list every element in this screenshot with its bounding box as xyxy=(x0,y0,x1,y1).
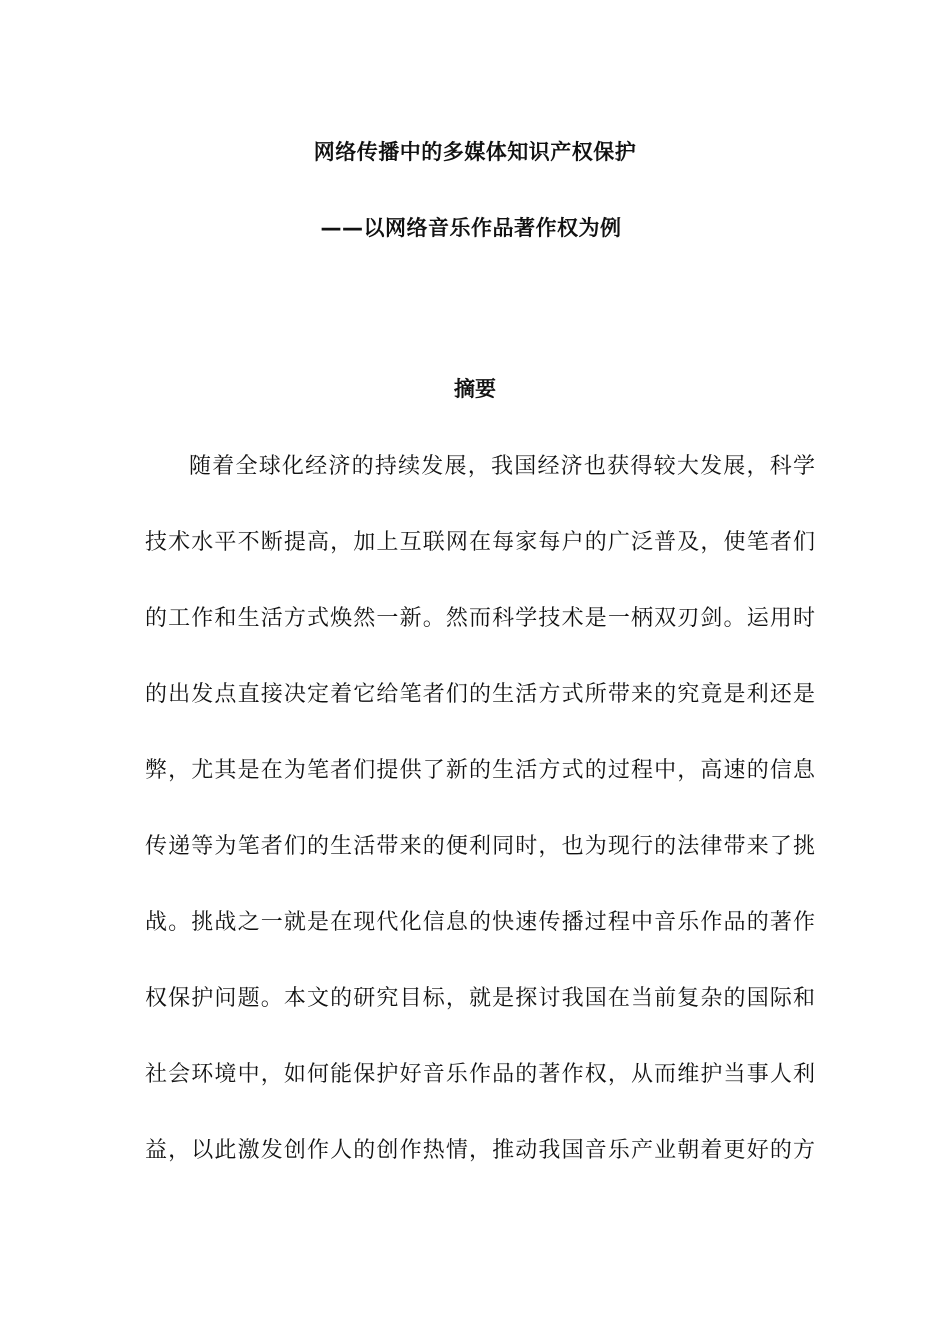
abstract-line: 权保护问题。本文的研究目标，就是探讨我国在当前复杂的国际和 xyxy=(145,986,815,1011)
abstract-line: 技术水平不断提高，加上互联网在每家每户的广泛普及，使笔者们 xyxy=(145,530,815,555)
abstract-body xyxy=(145,450,815,1210)
abstract-line: 弊，尤其是在为笔者们提供了新的生活方式的过程中，高速的信息 xyxy=(145,758,815,783)
abstract-heading: 摘要 xyxy=(454,377,496,401)
abstract-line: 战。挑战之一就是在现代化信息的快速传播过程中音乐作品的著作 xyxy=(145,910,815,935)
abstract-line: 益，以此激发创作人的创作热情，推动我国音乐产业朝着更好的方 xyxy=(145,1138,815,1163)
document-title: 网络传播中的多媒体知识产权保护 xyxy=(313,140,637,164)
abstract-line: 传递等为笔者们的生活带来的便利同时，也为现行的法律带来了挑 xyxy=(145,834,815,859)
abstract-line: 随着全球化经济的持续发展，我国经济也获得较大发展，科学 xyxy=(189,454,815,479)
document-subtitle: ——以网络音乐作品著作权为例 xyxy=(320,216,622,240)
abstract-line: 社会环境中，如何能保护好音乐作品的著作权，从而维护当事人利 xyxy=(145,1062,815,1087)
abstract-line: 的工作和生活方式焕然一新。然而科学技术是一柄双刃剑。运用时 xyxy=(145,606,815,631)
abstract-line: 的出发点直接决定着它给笔者们的生活方式所带来的究竟是利还是 xyxy=(145,682,815,707)
